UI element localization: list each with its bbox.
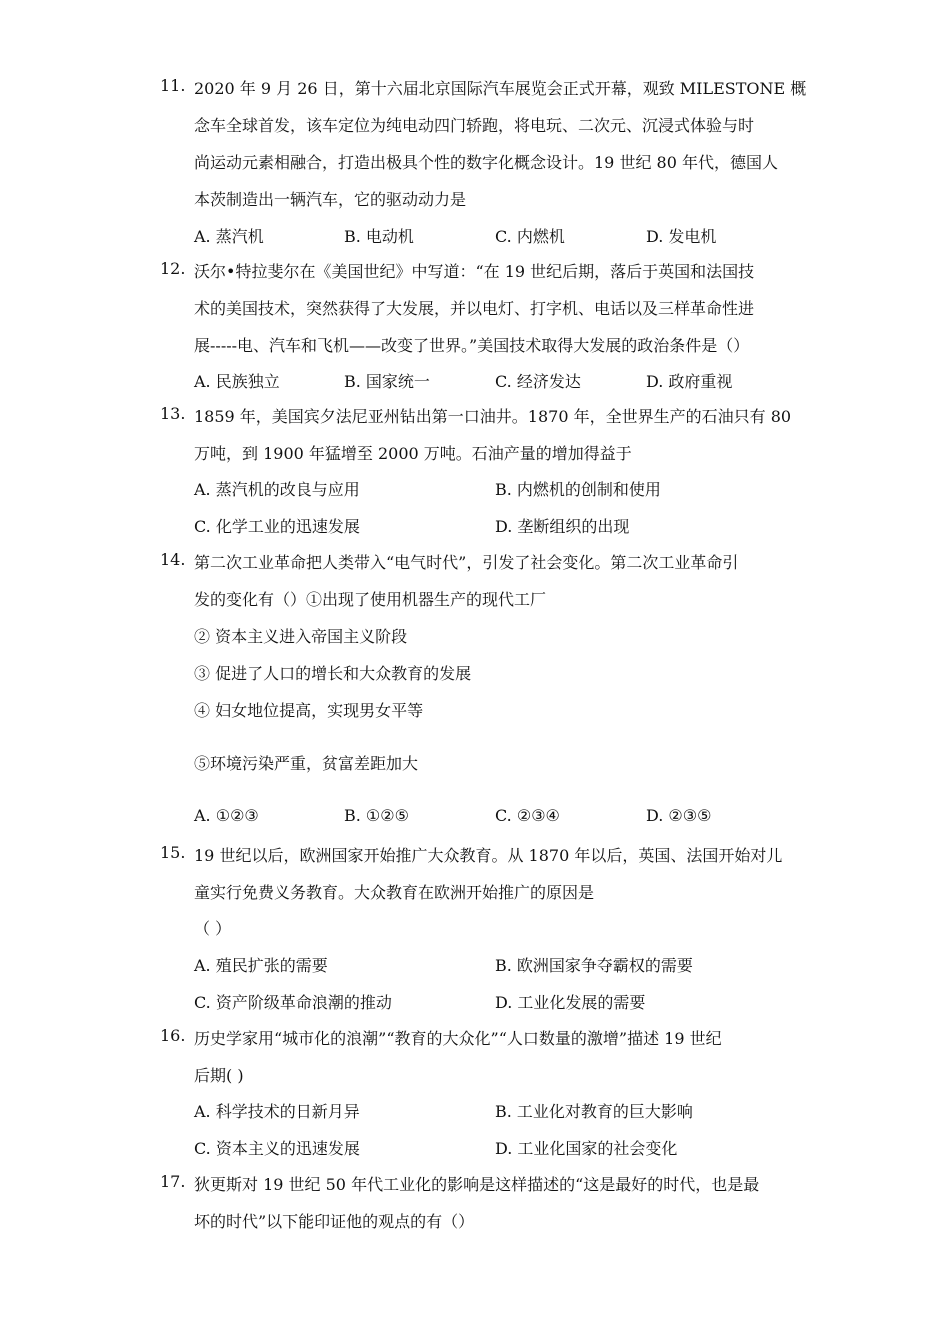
question-text-line: 19 世纪以后，欧洲国家开始推广大众教育。从 1870 年以后，英国、法国开始对儿	[194, 846, 783, 865]
statement-2: ② 资本主义进入帝国主义阶段	[194, 627, 408, 646]
question-text-line: 第二次工业革命把人类带入“电气时代”，引发了社会变化。第二次工业革命引	[194, 553, 739, 572]
option-b: B. ①②⑤	[344, 806, 409, 825]
option-a: A. 殖民扩张的需要	[194, 956, 328, 975]
question-text-line: 尚运动元素相融合，打造出极具个性的数字化概念设计。19 世纪 80 年代，德国人	[194, 153, 778, 172]
option-b: B. 欧洲国家争夺霸权的需要	[495, 956, 693, 975]
question-text-line: 念车全球首发，该车定位为纯电动四门轿跑，将电玩、二次元、沉浸式体验与时	[194, 116, 755, 135]
question-text-line: 发的变化有（）①出现了使用机器生产的现代工厂	[194, 590, 547, 609]
question-text-line: 展-----电、汽车和飞机——改变了世界。”美国技术取得大发展的政治条件是（）	[194, 336, 750, 355]
option-a: A. 科学技术的日新月异	[194, 1102, 360, 1121]
option-b: B. 国家统一	[344, 372, 430, 391]
option-d: D. 工业化国家的社会变化	[495, 1139, 678, 1158]
question-text-line: 2020 年 9 月 26 日，第十六届北京国际汽车展览会正式开幕，观致 MILESTONE 概	[194, 79, 807, 98]
question-number: 17.	[160, 1172, 186, 1191]
question-text-line: 1859 年，美国宾夕法尼亚州钻出第一口油井。1870 年，全世界生产的石油只有 80	[194, 407, 792, 426]
answer-bracket: （ ）	[194, 919, 232, 938]
option-c: C. 经济发达	[495, 372, 581, 391]
question-text-line: 本茨制造出一辆汽车，它的驱动动力是	[194, 190, 467, 209]
option-b: B. 工业化对教育的巨大影响	[495, 1102, 693, 1121]
question-number: 13.	[160, 404, 186, 423]
option-a: A. 蒸汽机	[194, 227, 264, 246]
option-b: B. 电动机	[344, 227, 414, 246]
option-d: D. 发电机	[646, 227, 717, 246]
option-a: A. 民族独立	[194, 372, 280, 391]
question-text-line: 童实行免费义务教育。大众教育在欧洲开始推广的原因是	[194, 883, 595, 902]
question-number: 12.	[160, 259, 186, 278]
question-number: 15.	[160, 843, 186, 862]
option-c: C. ②③④	[495, 806, 560, 825]
option-a: A. ①②③	[194, 806, 259, 825]
option-c: C. 资产阶级革命浪潮的推动	[194, 993, 392, 1012]
question-text-line: 坏的时代”以下能印证他的观点的有（）	[194, 1212, 475, 1231]
question-text-line: 后期( )	[194, 1066, 244, 1085]
option-b: B. 内燃机的创制和使用	[495, 480, 661, 499]
question-number: 16.	[160, 1026, 186, 1045]
question-number: 14.	[160, 550, 186, 569]
question-text-line: 狄更斯对 19 世纪 50 年代工业化的影响是这样描述的“这是最好的时代，也是最	[194, 1175, 760, 1194]
option-a: A. 蒸汽机的改良与应用	[194, 480, 360, 499]
question-number: 11.	[160, 76, 186, 95]
question-text-line: 沃尔•特拉斐尔在《美国世纪》中写道：“在 19 世纪后期，落后于英国和法国技	[194, 262, 755, 281]
question-text-line: 历史学家用“城市化的浪潮”“教育的大众化”“人口数量的激增”描述 19 世纪	[194, 1029, 722, 1048]
option-d: D. ②③⑤	[646, 806, 712, 825]
option-c: C. 内燃机	[495, 227, 565, 246]
option-c: C. 化学工业的迅速发展	[194, 517, 360, 536]
statement-4: ④ 妇女地位提高，实现男女平等	[194, 701, 424, 720]
option-d: D. 工业化发展的需要	[495, 993, 646, 1012]
statement-3: ③ 促进了人口的增长和大众教育的发展	[194, 664, 472, 683]
question-text-line: 万吨，到 1900 年猛增至 2000 万吨。石油产量的增加得益于	[194, 444, 632, 463]
option-d: D. 政府重视	[646, 372, 733, 391]
question-text-line: 术的美国技术，突然获得了大发展，并以电灯、打字机、电话以及三样革命性进	[194, 299, 755, 318]
statement-5: ⑤环境污染严重，贫富差距加大	[194, 754, 419, 773]
option-d: D. 垄断组织的出现	[495, 517, 630, 536]
option-c: C. 资本主义的迅速发展	[194, 1139, 360, 1158]
